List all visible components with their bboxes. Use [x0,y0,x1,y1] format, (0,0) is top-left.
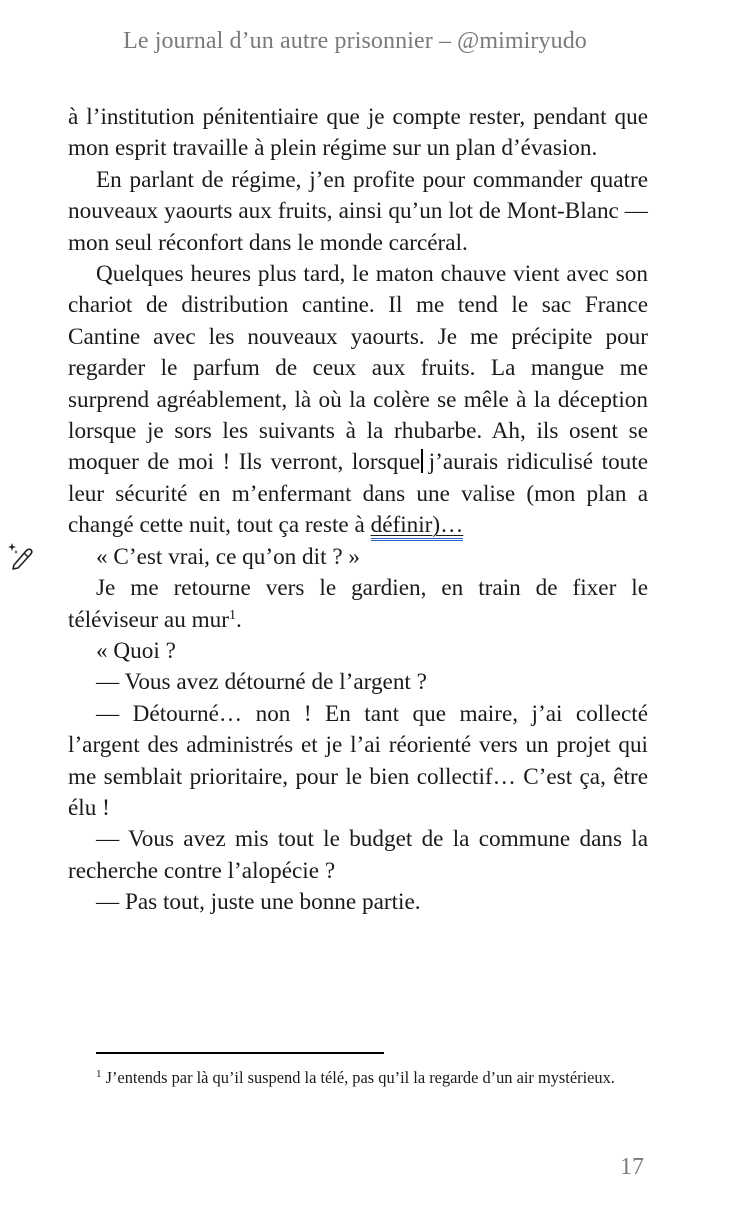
footnote-text: J’entends par là qu’il suspend la télé, pas qu’il la regarde d’un air mystérieux. [101,1068,615,1087]
page-body[interactable] [68,102,648,919]
paragraph-text: j’aurais ridiculisé toute leur sécurité en m’enfermant dans une valise (mon plan a changé cette nuit, tout ça reste à [68,449,648,539]
dialogue-line: « C’est vrai, ce qu’on dit ? » [96,543,361,570]
footnote-number: 1 [96,1067,102,1080]
flagged-text: définir)… [370,512,464,539]
paragraph-text: Quelques heures plus tard, le maton chauve vient avec son chariot de distribution cantine. Il me tend le sac France Cantine avec les nouveaux yaourts. Je me précipite pour regarder le parfum de ceux aux fruits. La mangue me surprend agréablement, là où la colère se mêle à la déception lorsque je sors les suivants à la rhubarbe. Ah, ils osent se moquer de moi ! Ils verront, lorsque [68,261,648,476]
paragraph [68,573,648,636]
grammar-flag[interactable] [371,512,464,541]
footnote [68,1068,648,1088]
paragraph-text: . [235,606,242,633]
page-number: 17 [620,1154,644,1180]
paragraph: à l’institution pénitentiaire que je compte rester, pendant que mon esprit travaille à plein régime sur un plan d’évasion. [68,104,648,162]
ai-rewrite-icon[interactable] [6,541,34,571]
running-header [0,28,734,55]
dialogue-line: — Détourné… non ! En tant que maire, j’ai collecté l’argent des administrés et je l’ai réorienté vers un projet qui me semblait prioritaire, pour le bien collectif… C’est ça, être élu ! [68,700,648,821]
paragraph-text: Je me retourne vers le gardien, en train de fixer le téléviseur au mur [68,575,648,633]
running-title: Le journal d’un autre prisonnier – @mimiryudo [123,28,587,54]
dialogue-line: — Vous avez mis tout le budget de la commune dans la recherche contre l’alopécie ? [68,826,648,884]
footnote-separator [96,1052,384,1054]
footnote-ref[interactable]: 1 [228,607,236,623]
paragraph [68,259,648,542]
dialogue-line: « Quoi ? [96,637,176,664]
dialogue-line: — Vous avez détourné de l’argent ? [96,669,427,696]
paragraph: En parlant de régime, j’en profite pour commander quatre nouveaux yaourts aux fruits, ainsi qu’un lot de Mont-Blanc — mon seul réconfort dans le monde carcéral. [68,166,648,256]
dialogue-line: — Pas tout, juste une bonne partie. [96,889,421,916]
